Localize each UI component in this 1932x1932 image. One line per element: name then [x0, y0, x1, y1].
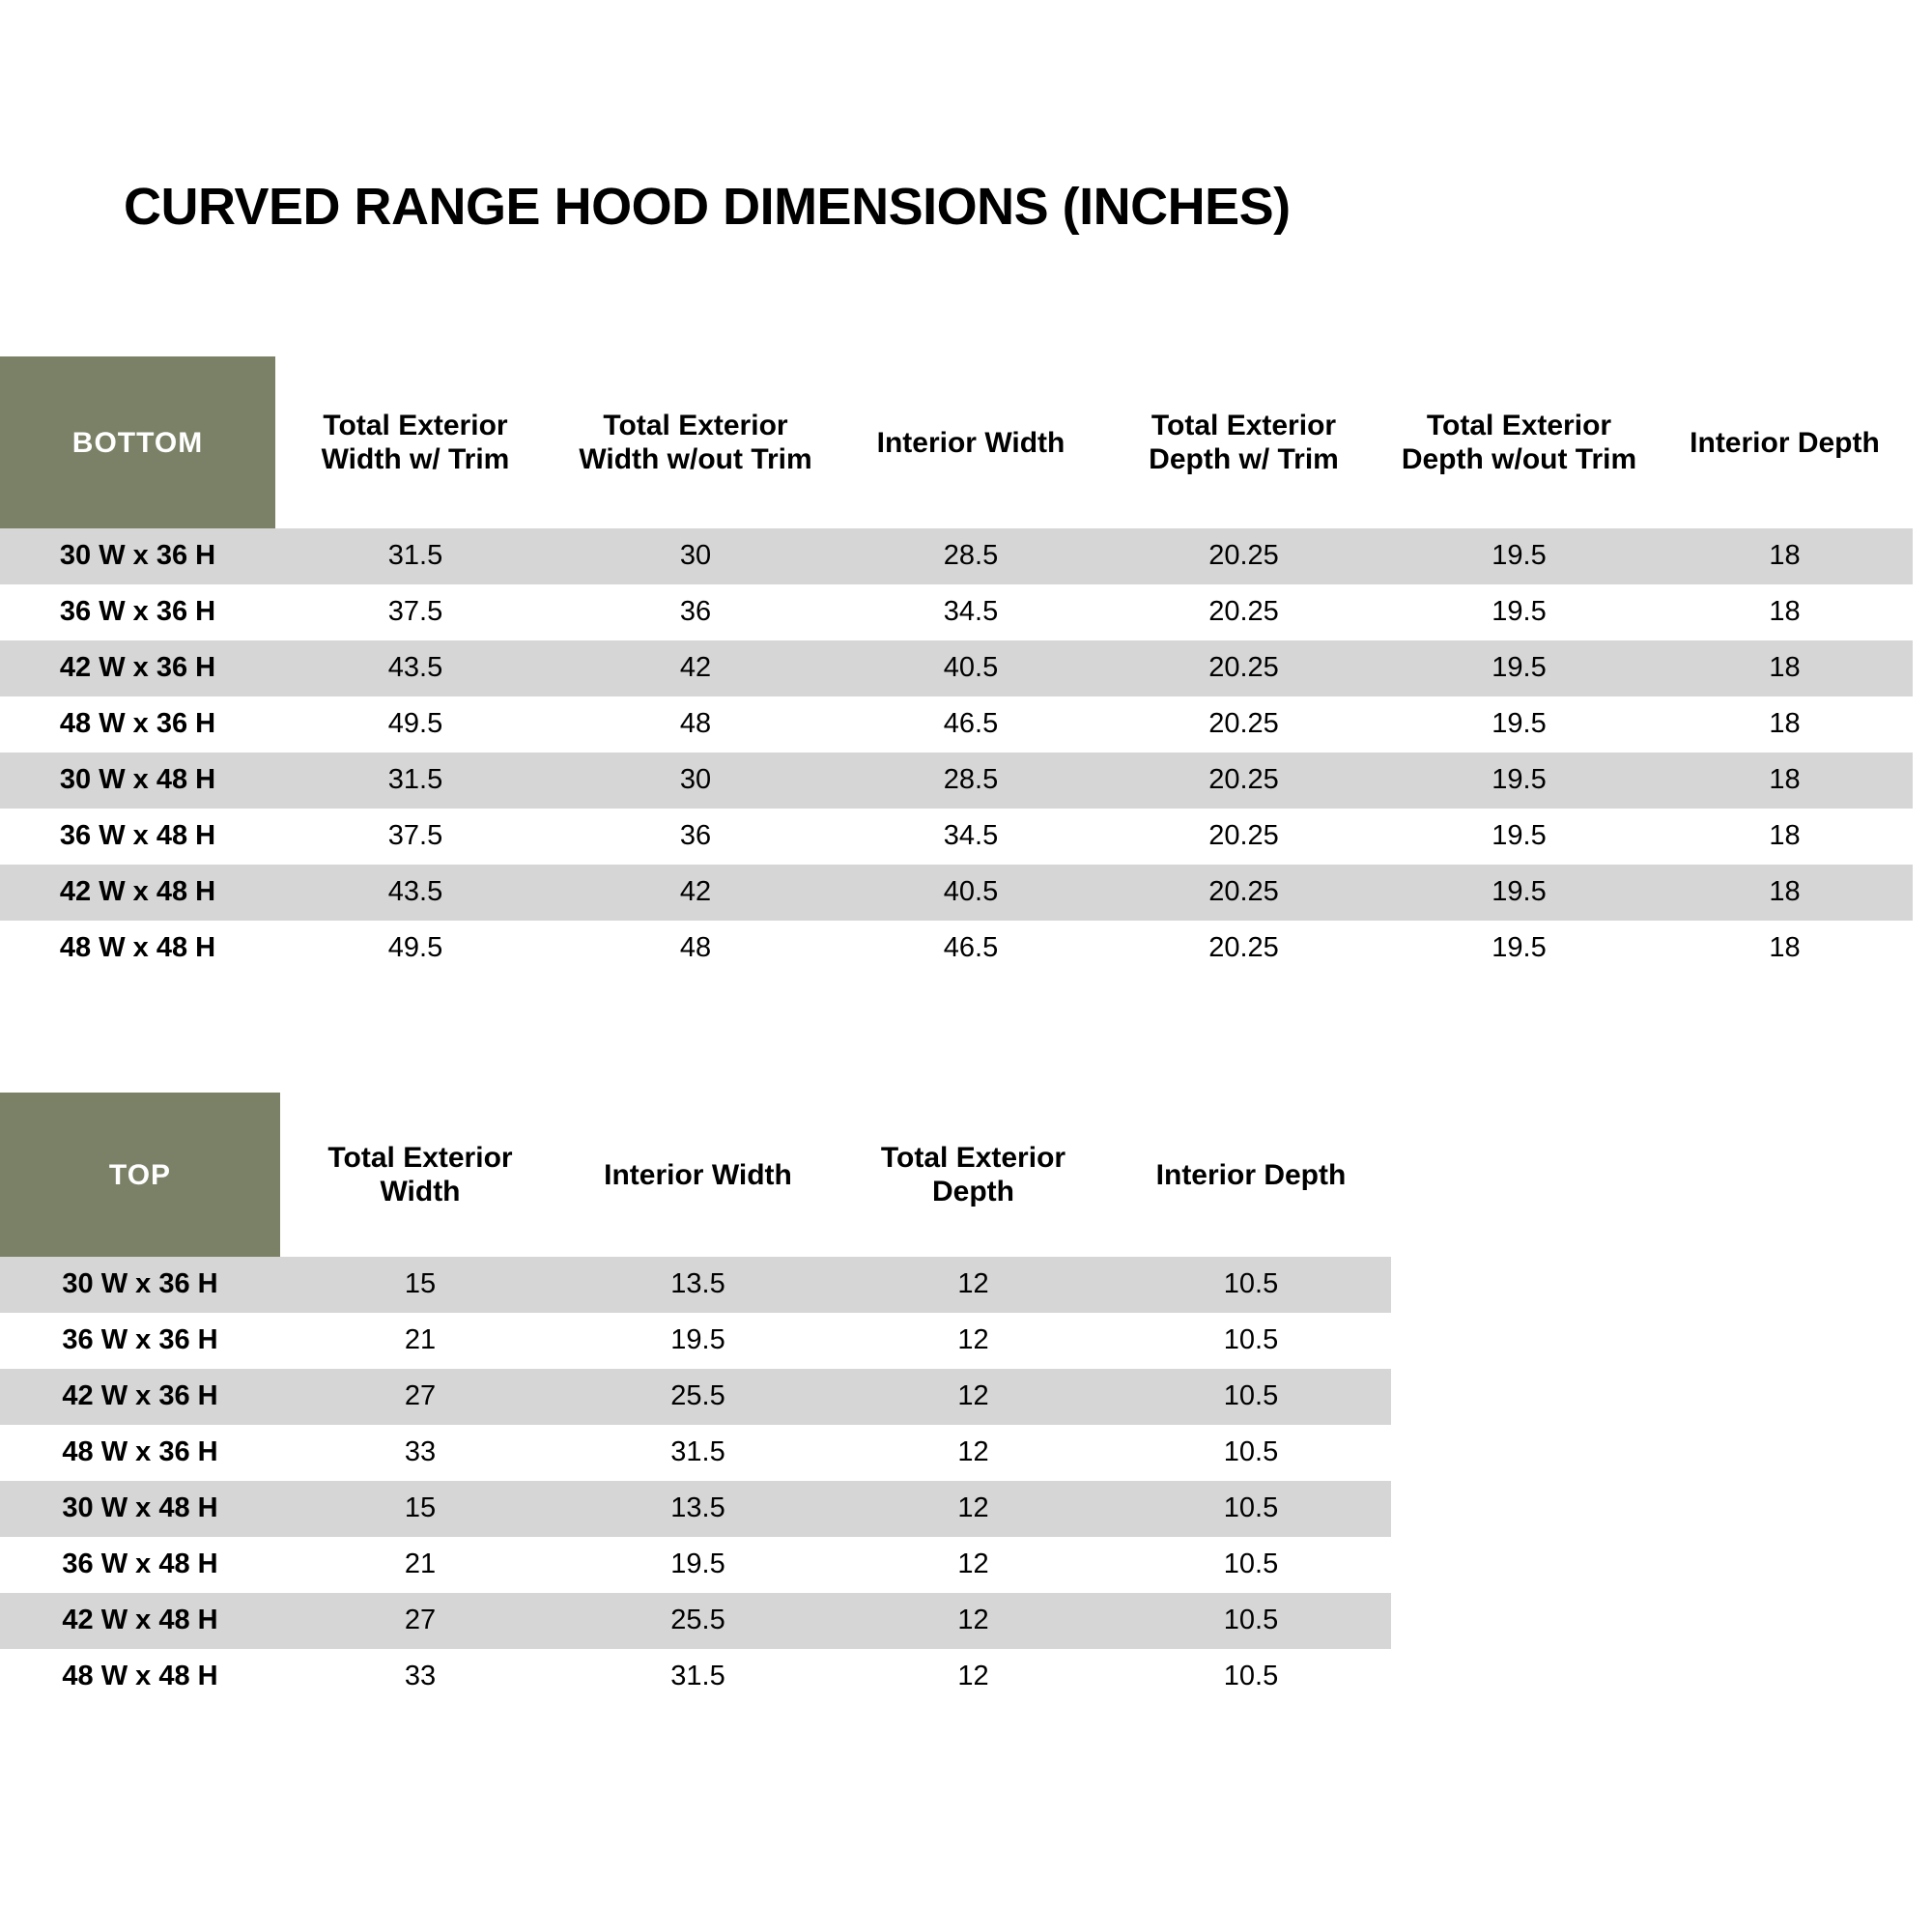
- bottom-col-header-0: Total Exterior Width w/ Trim: [321, 410, 510, 476]
- table-row: [0, 753, 1913, 809]
- cell: 13.5: [560, 1257, 836, 1313]
- cell: 46.5: [836, 921, 1106, 977]
- table-row: [0, 1481, 1391, 1537]
- cell: 18: [1657, 584, 1913, 640]
- cell: 10.5: [1111, 1425, 1391, 1481]
- cell: 42: [555, 865, 836, 921]
- cell: 18: [1657, 809, 1913, 865]
- cell: 10.5: [1111, 1537, 1391, 1593]
- cell: 18: [1657, 921, 1913, 977]
- row-label: 48 W x 36 H: [0, 696, 275, 753]
- top-header-row: [0, 1093, 1391, 1257]
- bottom-corner-label: BOTTOM: [0, 356, 275, 528]
- table-row: [0, 1425, 1391, 1481]
- cell: 30: [555, 528, 836, 584]
- cell: 37.5: [275, 584, 555, 640]
- table-row: [0, 921, 1913, 977]
- cell: 42: [555, 640, 836, 696]
- cell: 18: [1657, 528, 1913, 584]
- row-label: 30 W x 48 H: [0, 753, 275, 809]
- cell: 31.5: [560, 1649, 836, 1705]
- cell: 20.25: [1106, 865, 1381, 921]
- row-label: 48 W x 48 H: [0, 921, 275, 977]
- cell: 13.5: [560, 1481, 836, 1537]
- cell: 28.5: [836, 528, 1106, 584]
- cell: 10.5: [1111, 1313, 1391, 1369]
- cell: 20.25: [1106, 696, 1381, 753]
- cell: 10.5: [1111, 1369, 1391, 1425]
- cell: 19.5: [1381, 696, 1657, 753]
- row-label: 30 W x 48 H: [0, 1481, 280, 1537]
- cell: 48: [555, 696, 836, 753]
- bottom-table-header: [0, 356, 1913, 528]
- cell: 46.5: [836, 696, 1106, 753]
- cell: 12: [836, 1369, 1111, 1425]
- table-row: [0, 696, 1913, 753]
- cell: 43.5: [275, 865, 555, 921]
- row-label: 42 W x 48 H: [0, 865, 275, 921]
- cell: 12: [836, 1257, 1111, 1313]
- cell: 19.5: [1381, 753, 1657, 809]
- bottom-table-body: [0, 528, 1913, 977]
- cell: 15: [280, 1257, 560, 1313]
- cell: 27: [280, 1593, 560, 1649]
- table-row: [0, 640, 1913, 696]
- top-col-header-1: Interior Width: [604, 1158, 792, 1191]
- cell: 21: [280, 1313, 560, 1369]
- top-dimensions-table: [0, 1093, 1391, 1705]
- table-row: [0, 1537, 1391, 1593]
- top-col-header-0: Total Exterior Width: [327, 1142, 513, 1208]
- cell: 10.5: [1111, 1481, 1391, 1537]
- cell: 19.5: [1381, 809, 1657, 865]
- cell: 19.5: [560, 1313, 836, 1369]
- top-table-body: [0, 1257, 1391, 1705]
- cell: 33: [280, 1425, 560, 1481]
- cell: 19.5: [560, 1537, 836, 1593]
- cell: 12: [836, 1425, 1111, 1481]
- table-row: [0, 1649, 1391, 1705]
- cell: 12: [836, 1593, 1111, 1649]
- cell: 48: [555, 921, 836, 977]
- cell: 19.5: [1381, 584, 1657, 640]
- cell: 12: [836, 1313, 1111, 1369]
- cell: 40.5: [836, 640, 1106, 696]
- cell: 49.5: [275, 921, 555, 977]
- cell: 20.25: [1106, 584, 1381, 640]
- cell: 18: [1657, 865, 1913, 921]
- cell: 18: [1657, 753, 1913, 809]
- top-col-header-3: Interior Depth: [1155, 1158, 1347, 1191]
- cell: 20.25: [1106, 809, 1381, 865]
- table-row: [0, 528, 1913, 584]
- top-corner-label: TOP: [0, 1093, 280, 1257]
- cell: 34.5: [836, 584, 1106, 640]
- row-label: 42 W x 36 H: [0, 1369, 280, 1425]
- cell: 40.5: [836, 865, 1106, 921]
- cell: 18: [1657, 696, 1913, 753]
- cell: 36: [555, 584, 836, 640]
- row-label: 36 W x 48 H: [0, 809, 275, 865]
- cell: 12: [836, 1649, 1111, 1705]
- row-label: 30 W x 36 H: [0, 1257, 280, 1313]
- cell: 19.5: [1381, 865, 1657, 921]
- table-row: [0, 1369, 1391, 1425]
- cell: 28.5: [836, 753, 1106, 809]
- bottom-col-header-4: Total Exterior Depth w/out Trim: [1401, 410, 1637, 476]
- row-label: 42 W x 48 H: [0, 1593, 280, 1649]
- bottom-col-header-3: Total Exterior Depth w/ Trim: [1149, 410, 1339, 476]
- cell: 30: [555, 753, 836, 809]
- cell: 31.5: [275, 753, 555, 809]
- cell: 25.5: [560, 1593, 836, 1649]
- cell: 20.25: [1106, 753, 1381, 809]
- table-row: [0, 809, 1913, 865]
- cell: 34.5: [836, 809, 1106, 865]
- row-label: 36 W x 36 H: [0, 1313, 280, 1369]
- cell: 12: [836, 1481, 1111, 1537]
- cell: 31.5: [275, 528, 555, 584]
- row-label: 42 W x 36 H: [0, 640, 275, 696]
- bottom-header-row: [0, 356, 1913, 528]
- cell: 20.25: [1106, 528, 1381, 584]
- cell: 49.5: [275, 696, 555, 753]
- cell: 15: [280, 1481, 560, 1537]
- cell: 19.5: [1381, 640, 1657, 696]
- cell: 37.5: [275, 809, 555, 865]
- table-row: [0, 865, 1913, 921]
- cell: 31.5: [560, 1425, 836, 1481]
- bottom-col-header-1: Total Exterior Width w/out Trim: [579, 410, 812, 476]
- cell: 19.5: [1381, 921, 1657, 977]
- table-row: [0, 1593, 1391, 1649]
- cell: 21: [280, 1537, 560, 1593]
- bottom-col-header-2: Interior Width: [876, 426, 1065, 459]
- table-row: [0, 584, 1913, 640]
- bottom-col-header-5: Interior Depth: [1690, 426, 1880, 459]
- page-title: CURVED RANGE HOOD DIMENSIONS (INCHES): [124, 178, 1291, 236]
- row-label: 36 W x 36 H: [0, 584, 275, 640]
- row-label: 30 W x 36 H: [0, 528, 275, 584]
- top-col-header-2: Total Exterior Depth: [880, 1142, 1066, 1208]
- row-label: 48 W x 48 H: [0, 1649, 280, 1705]
- cell: 33: [280, 1649, 560, 1705]
- row-label: 48 W x 36 H: [0, 1425, 280, 1481]
- cell: 25.5: [560, 1369, 836, 1425]
- table-row: [0, 1257, 1391, 1313]
- cell: 43.5: [275, 640, 555, 696]
- cell: 12: [836, 1537, 1111, 1593]
- top-table-header: [0, 1093, 1391, 1257]
- cell: 20.25: [1106, 640, 1381, 696]
- cell: 27: [280, 1369, 560, 1425]
- row-label: 36 W x 48 H: [0, 1537, 280, 1593]
- bottom-dimensions-table: [0, 356, 1913, 977]
- cell: 36: [555, 809, 836, 865]
- cell: 10.5: [1111, 1649, 1391, 1705]
- cell: 10.5: [1111, 1593, 1391, 1649]
- cell: 10.5: [1111, 1257, 1391, 1313]
- table-row: [0, 1313, 1391, 1369]
- cell: 19.5: [1381, 528, 1657, 584]
- cell: 20.25: [1106, 921, 1381, 977]
- cell: 18: [1657, 640, 1913, 696]
